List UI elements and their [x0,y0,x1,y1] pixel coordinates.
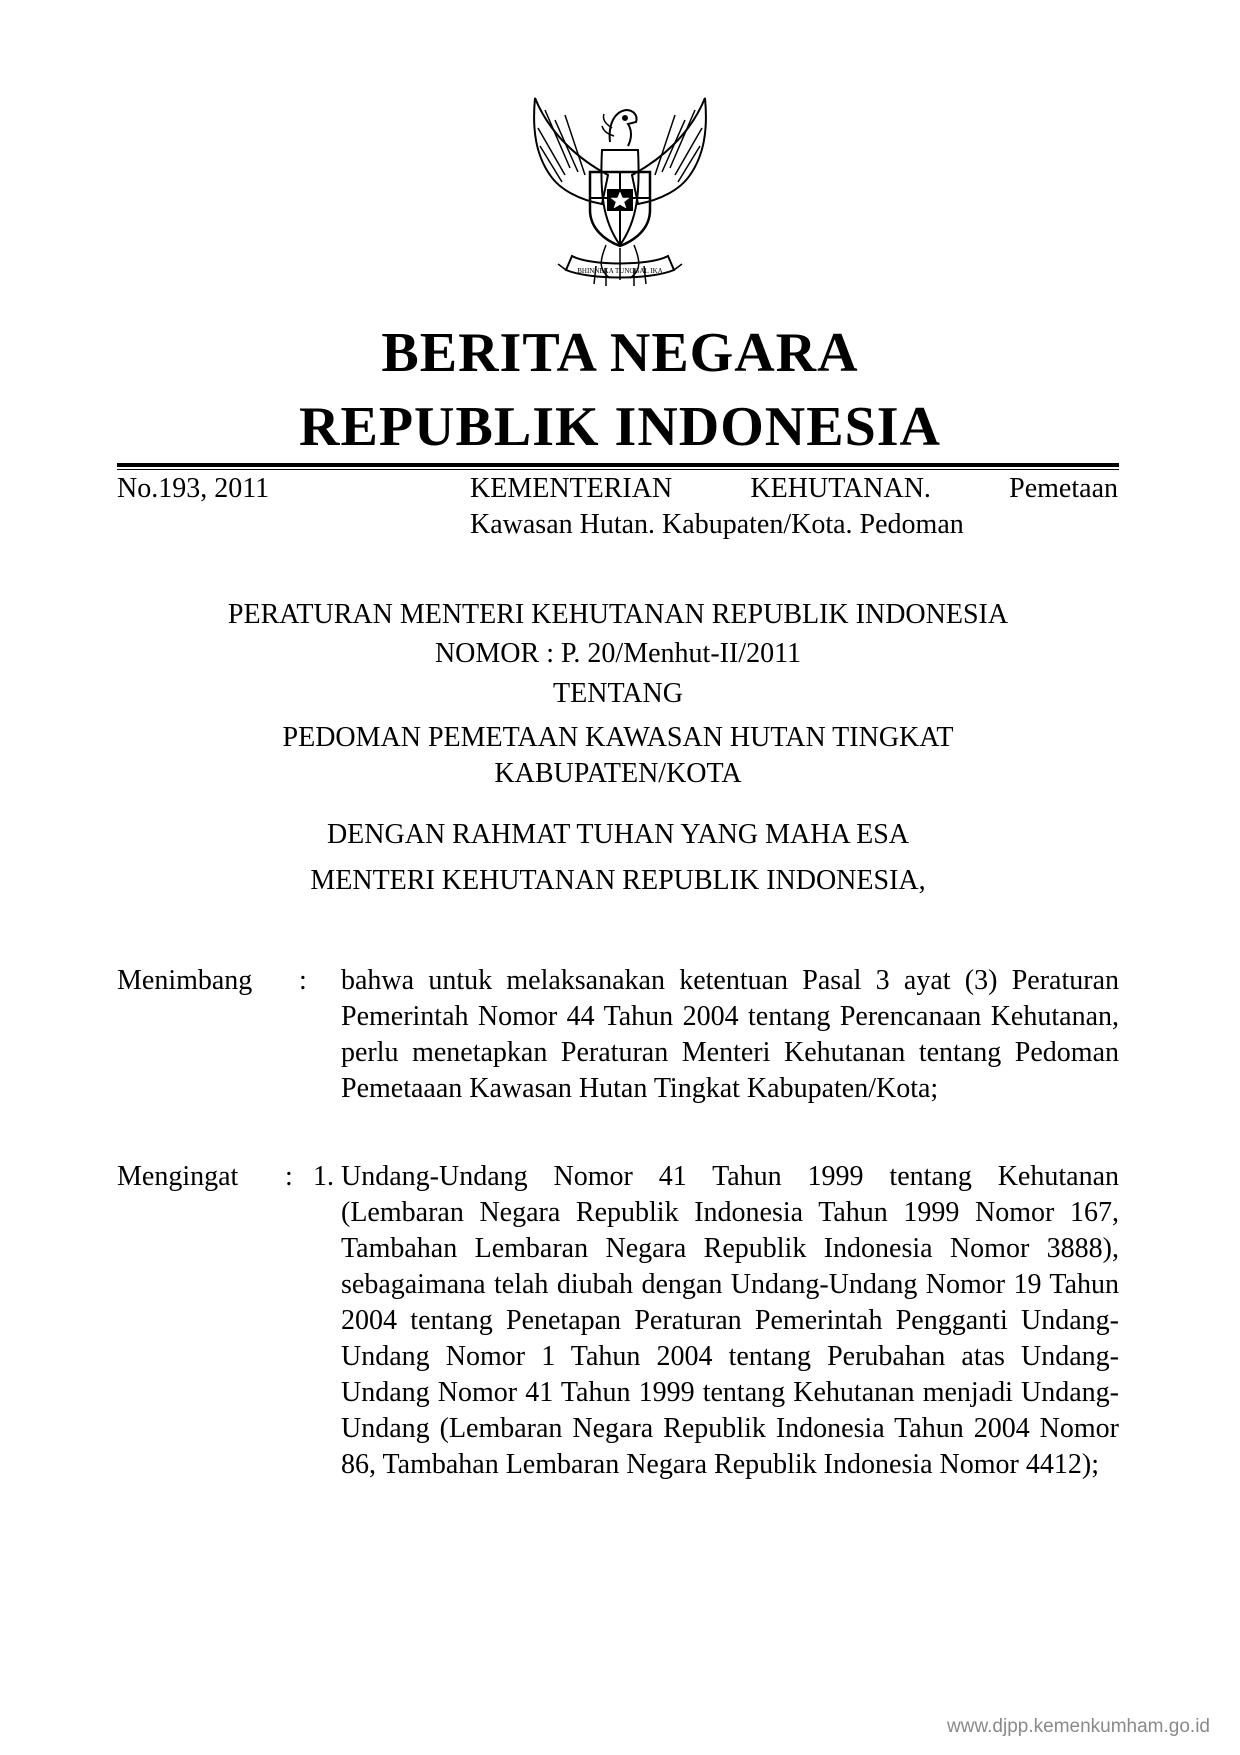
section-colon: : [299,965,307,996]
list-item-text: Undang-Undang Nomor 41 Tahun 1999 tentang Kehutanan (Lembaran Negara Republik Indonesia Tahun 1999 Nomor 167, Tambahan Lembaran Negara Republik Indonesia Nomor 3888), sebagaimana telah diubah dengan Undang-Undang Nomor 19 Tahun 2004 tentang Penetapan Peraturan Pemerintah Pengganti Undang-Undang Nomor 1 Tahun 2004 tentang Perubahan atas Undang-Undang Nomor 41 Tahun 1999 tentang Kehutanan menjadi Undang-Undang (Lembaran Negara Republik Indonesia Tahun 2004 Nomor 86, Tambahan Lembaran Negara Republik Indonesia Nomor 4412); [341,1161,1119,1480]
gazette-number: No.193, 2011 [117,473,270,504]
gazette-summary [470,471,1118,543]
summary-word: KEHUTANAN. [750,473,931,504]
masthead-title: BERITA NEGARA [381,322,859,384]
regulation-title: PERATURAN MENTERI KEHUTANAN REPUBLIK INDONESIA [227,599,1009,630]
summary-line-2: Kawasan Hutan. Kabupaten/Kota. Pedoman [470,509,964,540]
summary-word: Pemetaan [1009,473,1118,504]
section-text: bahwa untuk melaksanakan ketentuan Pasal 3 ayat (3) Peraturan Pemerintah Nomor 44 Tahun 2004 tentang Perencanaan Kehutanan, perlu menetapkan Peraturan Menteri Kehutanan tentang Pedoman Pemetaaan Kawasan Hutan Tingkat Kabupaten/Kota; [341,965,1119,1104]
regulation-about: TENTANG [553,678,683,709]
header-divider-thick [117,463,1119,467]
list-item-number: 1. [313,1161,334,1192]
regulation-subject-line-1: PEDOMAN PEMETAAN KAWASAN HUTAN TINGKAT [282,722,954,753]
section-label: Menimbang [117,965,253,996]
garuda-pancasila-emblem-icon [510,80,730,300]
regulation-number: NOMOR : P. 20/Menhut-II/2011 [434,638,802,669]
preamble-line-2: MENTERI KEHUTANAN REPUBLIK INDONESIA, [310,865,926,896]
section-colon: : [285,1161,293,1192]
preamble-line-1: DENGAN RAHMAT TUHAN YANG MAHA ESA [326,819,910,850]
header-divider-thin [117,469,1119,470]
section-label: Mengingat [117,1161,239,1192]
emblem-motto: BHINNEKA TUNGGAL IKA [577,267,663,275]
summary-word: KEMENTERIAN [470,473,673,504]
masthead-subtitle: REPUBLIK INDONESIA [299,396,941,458]
source-url: www.djpp.kemenkumham.go.id [947,1716,1210,1737]
regulation-subject-line-2: KABUPATEN/KOTA [494,758,742,789]
